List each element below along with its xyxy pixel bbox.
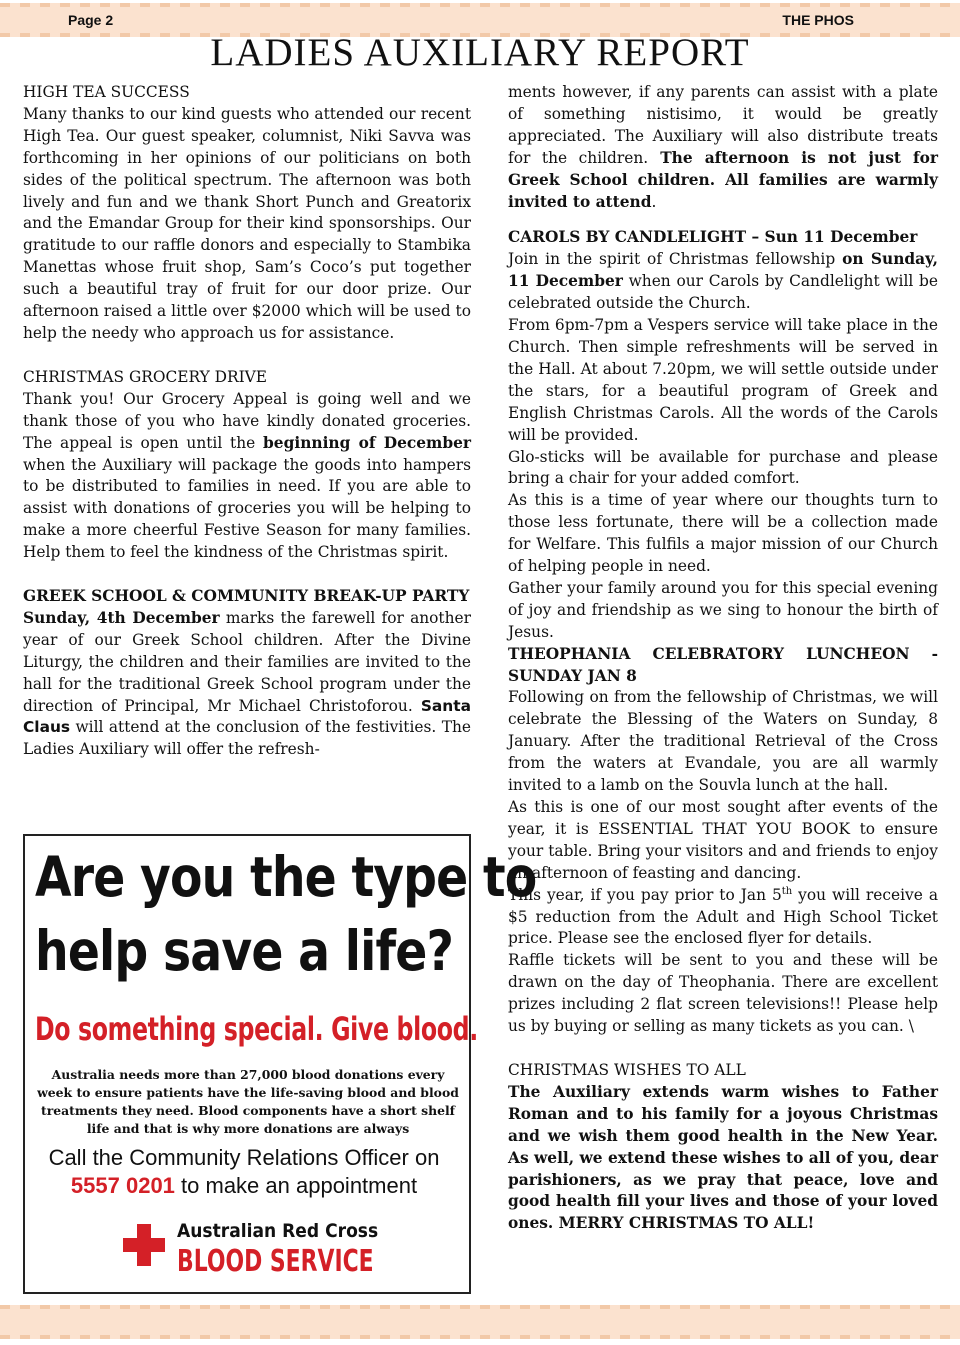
theophania-heading: THEOPHANIA CELEBRATORY LUNCHEON - SUNDAY JAN 8 xyxy=(508,644,938,685)
theophania-p2: As this is one of our most sought after events of the year, it is ESSENTIAL THAT YOU BOOK to ensure your table. Bring your visitors and and friends to enjoy an afternoon of feasting and dancing. xyxy=(508,798,938,882)
carols-p4: As this is a time of year where our thoughts turn to those less fortunate, there will be a collection made for Welfare. This fulfils a major mission of our Church of helping people in need. xyxy=(508,491,938,576)
left-column xyxy=(23,82,471,761)
carols-p1: Join in the spirit of Christmas fellowship on Sunday, 11 December when our Carols by Candlelight will be celebrated outside the Church. xyxy=(508,250,938,313)
right-column xyxy=(508,82,938,1235)
footer-band xyxy=(0,1308,960,1336)
ad-headline: Are you the type to help save a life? xyxy=(35,845,537,983)
wishes-heading: CHRISTMAS WISHES TO ALL xyxy=(508,1060,746,1079)
publication-name: THE PHOS xyxy=(782,12,854,28)
grocery-body: Thank you! Our Grocery Appeal is going well and we thank those of you who have kindly donated groceries. The appeal is open until the beginning of December when the Auxiliary will package the goods into hampers to be distributed to families in need. If you are able to assist with donations of groceries you will be helping to make a more cheerful Festive Season for many families. Help them to feel the kindness of the Christmas spirit. xyxy=(23,389,471,562)
blood-donation-ad xyxy=(23,834,537,1294)
high-tea-heading: HIGH TEA SUCCESS xyxy=(23,83,190,101)
breakup-body: Sunday, 4th December marks the farewell for another year of our Greek School children. After the Divine Liturgy, the children and their families are invited to the hall for the traditional Greek School program under the direction of Principal, Mr Michael Christoforou. Santa Claus will attend at the conclusion of the festivities. The Ladies Auxiliary will offer the refresh- xyxy=(23,608,471,759)
ad-subhead: Do something special. Give blood. xyxy=(35,1010,478,1048)
ad-call-to-action: Call the Community Relations Officer on 5557 0201 to make an appointment xyxy=(48,1145,440,1198)
theophania-p1: Following on from the fellowship of Christmas, we will celebrate the Blessing of the Waters on Sunday, 8 January. After the traditional Retrieval of the Cross from the waters at Evandale, you are all warmly invited to a lamb on the Souvla lunch at the hall. xyxy=(508,688,938,795)
high-tea-body: Many thanks to our kind guests who attended our recent High Tea. Our guest speaker, columnist, Niki Savva was forthcoming in her opinions of our politicians on both sides of the political spectrum. The afternoon was both lively and fun and we thank Short Punch and Greatorix and the Emandar Group for their kind sponsorships. Our gratitude to our raffle donors and especially to Stambika Manettas whose fruit shop, Sam’s Coco’s put together such a beautiful tray of fruit for our door prize. Our afternoon raised a little over $2000 which will be used to help the needy who approach us for assistance. xyxy=(23,104,471,342)
page-number: Page 2 xyxy=(68,12,114,28)
page-title: LADIES AUXILIARY REPORT xyxy=(210,31,750,74)
theophania-p4: Raffle tickets will be sent to you and these will be drawn on the day of Theophania. There are excellent prizes including 2 flat screen televisions!! Please help us by buying or selling as many tickets as you can. \ xyxy=(508,951,938,1036)
carols-p2: From 6pm-7pm a Vespers service will take place in the Church. Then simple refreshments will be served in the Hall. At about 7.20pm, we will settle outside under the stars, for a beautiful program of Greek and English Christmas Carols. All the words of the Carols will be provided. xyxy=(508,316,938,444)
red-cross-logo: Australian Red Cross BLOOD SERVICE xyxy=(123,1218,423,1288)
theophania-p3: This year, if you pay prior to Jan 5th you will receive a $5 reduction from the Adult and High School Ticket price. Please see the enclosed flyer for details. xyxy=(508,885,938,948)
ad-body: Australia needs more than 27,000 blood donations every week to ensure patients have the life-saving blood and blood treatments they need. Blood components have a short shelf life and that is why more donations are always xyxy=(37,1067,459,1136)
wishes-body: The Auxiliary extends warm wishes to Father Roman and to his family for a joyous Christmas and we wish them good health in the New Year. As well, we extend these wishes to all of you, dear parishioners, as we pray that peace, love and good health fill your lives and those of your loved ones. MERRY CHRISTMAS TO ALL! xyxy=(508,1082,938,1233)
breakup-heading: GREEK SCHOOL & COMMUNITY BREAK-UP PARTY xyxy=(23,587,470,606)
breakup-continued: ments however, if any parents can assist with a plate of something nistisimo, it would be greatly appreciated. The Auxiliary will also distribute treats for the children. The afternoon is not just for Greek School children. All families are warmly invited to attend. xyxy=(508,83,939,211)
ad-phone-number: 5557 0201 xyxy=(70,1173,175,1198)
carols-heading: CAROLS BY CANDLELIGHT – Sun 11 December xyxy=(508,228,918,247)
red-cross-icon xyxy=(123,1224,165,1266)
carols-p3: Glo-sticks will be available for purchase and please bring a chair for your added comfort. xyxy=(508,447,938,488)
carols-p5: Gather your family around you for this special evening of joy and friendship as we sing to honour the birth of Jesus. xyxy=(508,578,938,641)
grocery-heading: CHRISTMAS GROCERY DRIVE xyxy=(23,367,268,386)
